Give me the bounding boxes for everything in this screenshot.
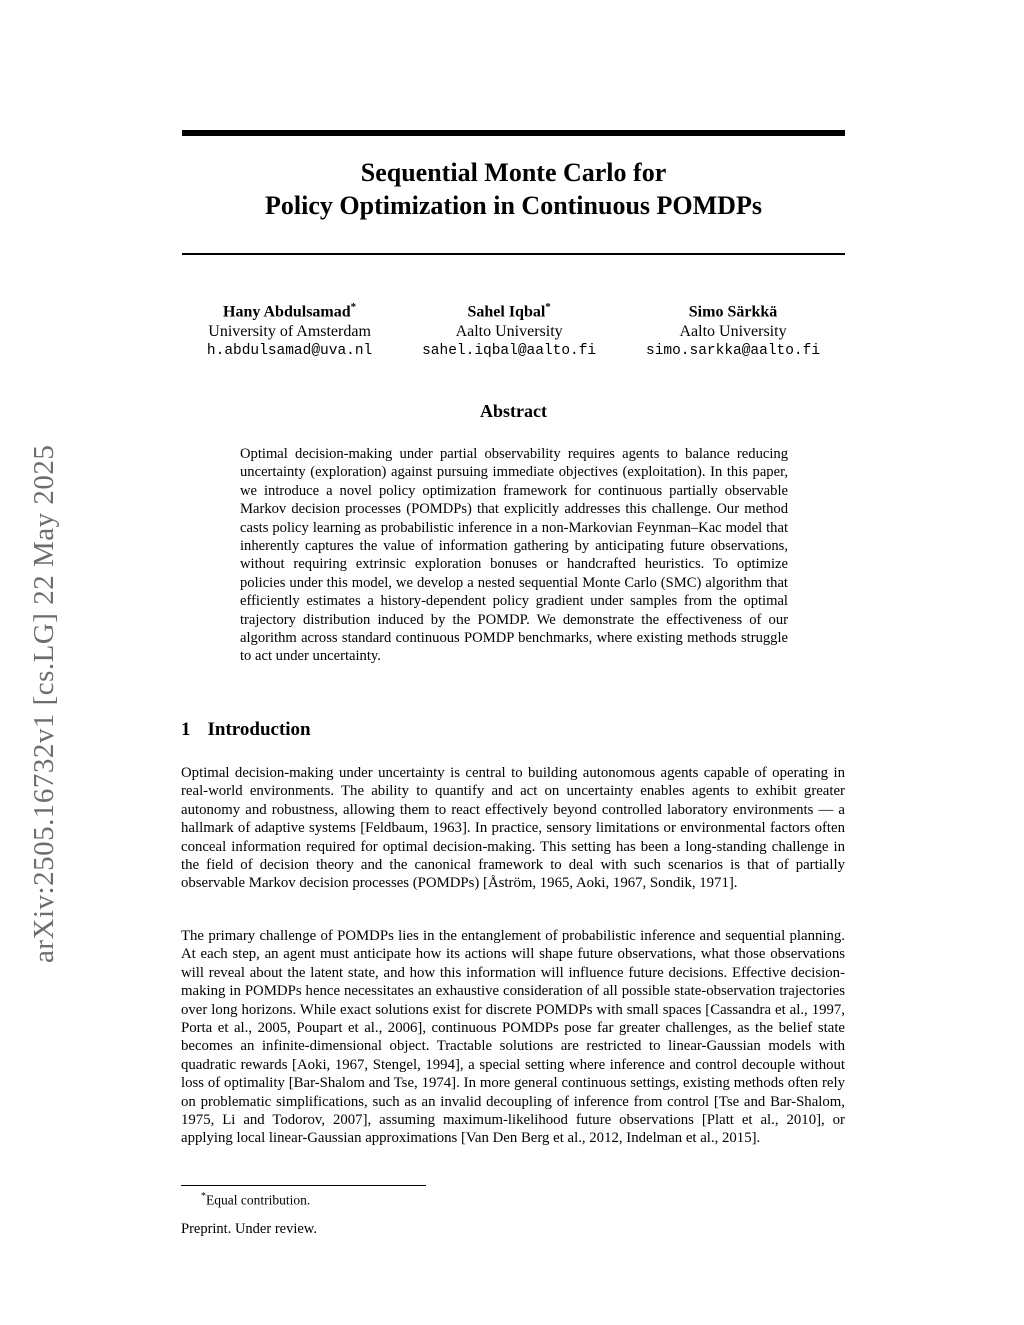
author-3-email: simo.sarkka@aalto.fi — [646, 343, 821, 360]
author-block — [182, 297, 845, 361]
author-3 — [646, 297, 820, 361]
author-3-name — [646, 297, 820, 322]
author-2-name — [422, 297, 596, 322]
author-3-affiliation: Aalto University — [679, 323, 787, 341]
paper-title-line1: Sequential Monte Carlo for — [360, 158, 667, 187]
author-1-footnote-mark: * — [350, 301, 357, 313]
equal-contribution-footnote — [181, 1191, 845, 1209]
author-1-name — [207, 297, 372, 322]
paper-title — [182, 156, 845, 222]
author-1-name-text: Hany Abdulsamad — [223, 303, 351, 321]
footnote-marker: * — [201, 1191, 206, 1202]
author-2-footnote-mark: * — [545, 301, 551, 313]
author-2 — [422, 297, 596, 361]
paper-title-line2: Policy Optimization in Continuous POMDPs — [265, 191, 762, 220]
footnote-rule — [181, 1185, 426, 1186]
top-rule — [182, 130, 845, 136]
author-1-affiliation: University of Amsterdam — [208, 323, 371, 341]
abstract-heading: Abstract — [480, 401, 547, 421]
section-1-title: Introduction — [207, 719, 311, 740]
arxiv-stamp: arXiv:2505.16732v1 [cs.LG] 22 May 2025 — [28, 444, 60, 963]
section-1-heading — [181, 719, 311, 741]
preprint-notice: Preprint. Under review. — [181, 1221, 317, 1237]
intro-paragraph-2: The primary challenge of POMDPs lies in the entanglement of probabilistic inference and sequential planning. At each step, an agent must anticipate how its actions will shape future observations, what those observations will reveal about the latent state, and how this information will influence future decisions. Effective decision-making in POMDPs hence necessitates an exhaustive consideration of all possible state-observation trajectories over long horizons. While exact solutions exist for discrete POMDPs with small spaces [Cassandra et al., 1997, Porta et al., 2005, Poupart et al., 2006], continuous POMDPs pose far greater challenges, as the belief state becomes an infinite-dimensional object. Tractable solutions are restricted to linear-Gaussian models with quadratic rewards [Aoki, 1967, Stengel, 1994], a special setting where inference and control decouple without loss of optimality [Bar-Shalom and Tse, 1974]. In more general continuous settings, existing methods often rely on problematic simplifications, such as an invalid decoupling of inference from control [Tse and Bar-Shalom, 1975, Li and Todorov, 2007], assuming maximum-likelihood future observations [Platt et al., 2010], or applying local linear-Gaussian approximations [Van Den Berg et al., 2012, Indelman et al., 2015]. — [181, 928, 845, 1147]
footnote-text: Equal contribution. — [206, 1192, 311, 1208]
author-1-email: h.abdulsamad@uva.nl — [206, 343, 373, 360]
intro-paragraph-1: Optimal decision-making under uncertainty is central to building autonomous agents capable of operating in real-world environments. The ability to quantify and act on uncertainty enables agents to exhibit greater autonomy and robustness, allowing them to react effectively beyond controlled laboratory environments — a hallmark of adaptive systems [Feldbaum, 1963]. In practice, sensory limitations or environmental factors often conceal information required for optimal decision-making. This setting has been a long-standing challenge in the field of decision theory and the canonical framework to deal with such scenarios is that of partially observable Markov decision processes (POMDPs) [Åström, 1965, Aoki, 1967, Sondik, 1971]. — [181, 765, 845, 892]
author-2-affiliation: Aalto University — [455, 323, 563, 341]
author-2-email: sahel.iqbal@aalto.fi — [422, 343, 597, 360]
section-1-number: 1 — [181, 719, 191, 740]
author-3-name-text: Simo Särkkä — [688, 303, 778, 321]
author-1 — [207, 297, 372, 361]
abstract-text: Optimal decision-making under partial observability requires agents to balance reducing uncertainty (exploration) against pursuing immediate objectives (exploitation). In this paper, we introduce a novel policy optimization framework for continuous partially observable Markov decision processes (POMDPs) that explicitly addresses this challenge. Our method casts policy learning as probabilistic inference in a non-Markovian Feynman–Kac model that inherently captures the value of information gathering by anticipating future observations, without requiring extrinsic exploration bonuses or handcrafted heuristics. To optimize policies under this model, we develop a nested sequential Monte Carlo (SMC) algorithm that efficiently estimates a history-dependent policy gradient under samples from the optimal trajectory distribution induced by the POMDP. We demonstrate the effectiveness of our algorithm across standard continuous POMDP benchmarks, where existing methods struggle to act under uncertainty. — [240, 446, 788, 665]
title-rule — [182, 253, 845, 255]
author-2-name-text: Sahel Iqbal — [467, 303, 546, 321]
